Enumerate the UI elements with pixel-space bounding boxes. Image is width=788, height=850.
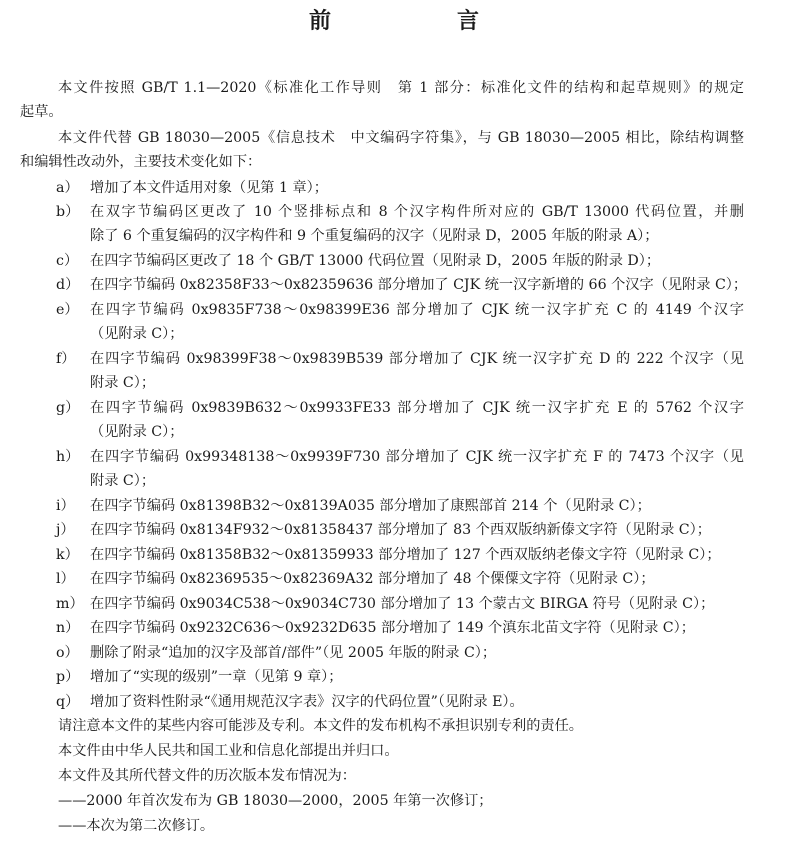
list-item-marker: h） (56, 449, 80, 465)
history-intro: 本文件及其所代替文件的历次版本发布情况为： (58, 768, 356, 784)
list-item-marker: c） (56, 253, 79, 269)
list-item-marker: o） (56, 645, 79, 661)
list-item-text: 除了 6 个重复编码的汉字构件和 9 个重复编码的汉字（见附录 D，2005 年版的附录 A）； (90, 228, 659, 244)
list-item-marker: g） (56, 400, 80, 416)
proposer-statement: 本文件由中华人民共和国工业和信息化部提出并归口。 (58, 743, 399, 759)
list-item-text: 在四字节编码 0x81358B32～0x81359933 部分增加了 127 个西双版纳老傣文字符（见附录 C）； (90, 547, 721, 563)
list-item-marker: a） (56, 180, 79, 196)
list-item-marker: f） (56, 351, 76, 367)
list-item-text: 在四字节编码 0x82369535～0x82369A32 部分增加了 48 个傈僳文字符（见附录 C）； (90, 571, 655, 587)
list-item-text: 在四字节编码 0x81398B32～0x8139A035 部分增加了康熙部首 214 个（见附录 C）； (90, 498, 651, 514)
patent-notice: 请注意本文件的某些内容可能涉及专利。本文件的发布机构不承担识别专利的责任。 (58, 718, 583, 734)
list-item-marker: m） (56, 596, 84, 612)
list-item-text: 在四字节编码 0x9034C538～0x9034C730 部分增加了 13 个蒙古文 BIRGA 符号（见附录 C）； (90, 596, 715, 612)
list-item-text: （见附录 C）； (90, 326, 184, 342)
list-item-text: 在四字节编码 0x99348138～0x9939F730 部分增加了 CJK 统一汉字扩充 F 的 7473 个汉字（见 (90, 449, 744, 465)
page-title: 前 言 (308, 9, 531, 34)
list-item-text: 在四字节编码 0x98399F38～0x9839B539 部分增加了 CJK 统一汉字扩充 D 的 222 个汉字（见 (90, 351, 744, 367)
list-item-marker: l） (56, 571, 75, 587)
list-item-marker: b） (56, 204, 80, 220)
replace-paragraph-line-2: 和编辑性改动外，主要技术变化如下： (20, 154, 262, 170)
list-item-text: 在四字节编码 0x9835F738～0x98399E36 部分增加了 CJK 统一汉字扩充 C 的 4149 个汉字 (90, 302, 744, 318)
list-item-text: 附录 C）； (90, 473, 156, 489)
list-item-text: （见附录 C）； (90, 424, 184, 440)
list-item-text: 附录 C）； (90, 375, 156, 391)
history-entry: ——本次为第二次修订。 (58, 818, 215, 834)
list-item-text: 在四字节编码 0x9839B632～0x9933FE33 部分增加了 CJK 统一汉字扩充 E 的 5762 个汉字 (90, 400, 744, 416)
list-item-marker: q） (56, 694, 80, 710)
list-item-text: 在四字节编码区更改了 18 个 GB/T 13000 代码位置（见附录 D，2005 年版的附录 D）； (90, 253, 661, 269)
history-entry: ——2000 年首次发布为 GB 18030—2000，2005 年第一次修订； (58, 793, 493, 809)
list-item-text: 增加了“实现的级别”一章（见第 9 章）； (90, 669, 343, 685)
list-item-marker: k） (56, 547, 79, 563)
list-item-text: 增加了本文件适用对象（见第 1 章）； (90, 180, 328, 196)
list-item-marker: i） (56, 498, 75, 514)
list-item-text: 在四字节编码 0x9232C636～0x9232D635 部分增加了 149 个滇东北苗文字符（见附录 C）； (90, 620, 695, 636)
intro-paragraph-line-1: 本文件按照 GB/T 1.1—2020《标准化工作导则 第 1 部分：标准化文件的结构和起草规则》的规定 (58, 80, 744, 96)
intro-paragraph-line-2: 起草。 (20, 104, 63, 120)
list-item-marker: n） (56, 620, 80, 636)
list-item-marker: e） (56, 302, 79, 318)
list-item-text: 删除了附录“追加的汉字及部首/部件”（见 2005 年版的附录 C）； (90, 645, 497, 661)
list-item-marker: d） (56, 277, 80, 293)
replace-paragraph-line-1: 本文件代替 GB 18030—2005《信息技术 中文编码字符集》，与 GB 18030—2005 相比，除结构调整 (58, 130, 744, 146)
list-item-text: 在四字节编码 0x8134F932～0x81358437 部分增加了 83 个西双版纳新傣文字符（见附录 C）； (90, 522, 711, 538)
list-item-text: 在四字节编码 0x82358F33～0x82359636 部分增加了 CJK 统一汉字新增的 66 个汉字（见附录 C）； (90, 277, 748, 293)
list-item-text: 在双字节编码区更改了 10 个竖排标点和 8 个汉字构件所对应的 GB/T 13000 代码位置，并删 (90, 204, 744, 220)
list-item-text: 增加了资料性附录“《通用规范汉字表》汉字的代码位置”（见附录 E）。 (90, 694, 524, 710)
list-item-marker: p） (56, 669, 80, 685)
list-item-marker: j） (56, 522, 75, 538)
